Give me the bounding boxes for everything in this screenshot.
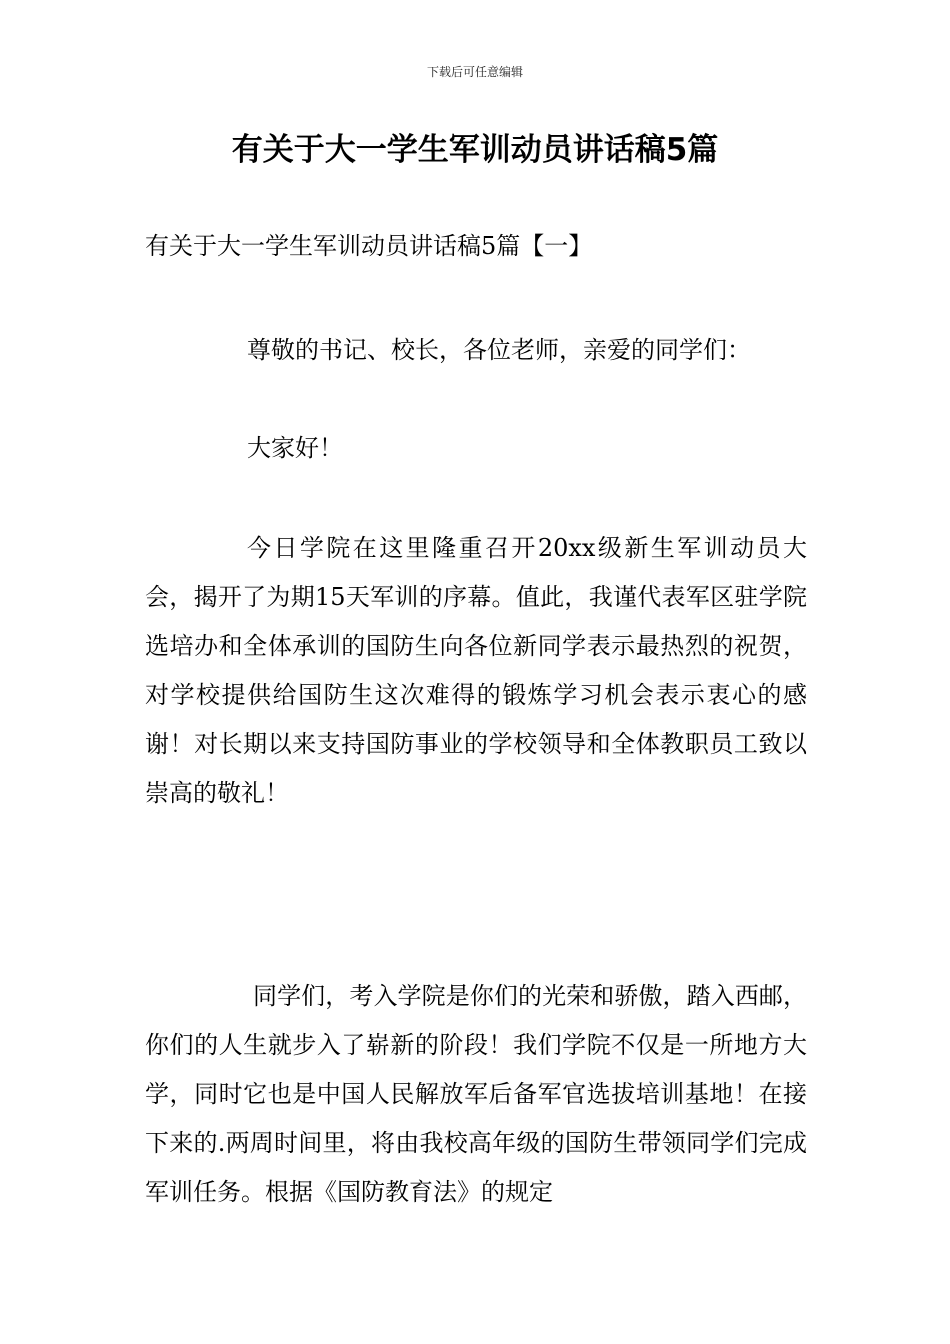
section-title: 有关于大一学生军训动员讲话稿5篇【一】 [145, 232, 593, 260]
document-title: 有关于大一学生军训动员讲话稿5篇 [231, 132, 719, 168]
salutation-paragraph: 尊敬的书记、校长，各位老师，亲爱的同学们： [247, 336, 751, 364]
body-paragraph-2: 同学们，考入学院是你们的光荣和骄傲，踏入西邮，你们的人生就步入了崭新的阶段！我们学院不仅是一所地方大学，同时它也是中国人民解放军后备军官选拔培训基地！在接下来的.两周时间里，将由我校高年级的国防生带领同学们完成军训任务。根据《国防教育法》的规定 [145, 982, 807, 1206]
body-paragraph-1: 今日学院在这里隆重召开20xx级新生军训动员大会，揭开了为期15天军训的序幕。值此，我谨代表军区驻学院选培办和全体承训的国防生向各位新同学表示最热烈的祝贺，对学校提供给国防生这次难得的锻炼学习机会表示衷心的感谢！对长期以来支持国防事业的学校领导和全体教职员工致以崇高的敬礼！ [145, 534, 807, 807]
page-header-note: 下载后可任意编辑 [426, 65, 523, 79]
greeting-paragraph: 大家好！ [247, 434, 343, 462]
